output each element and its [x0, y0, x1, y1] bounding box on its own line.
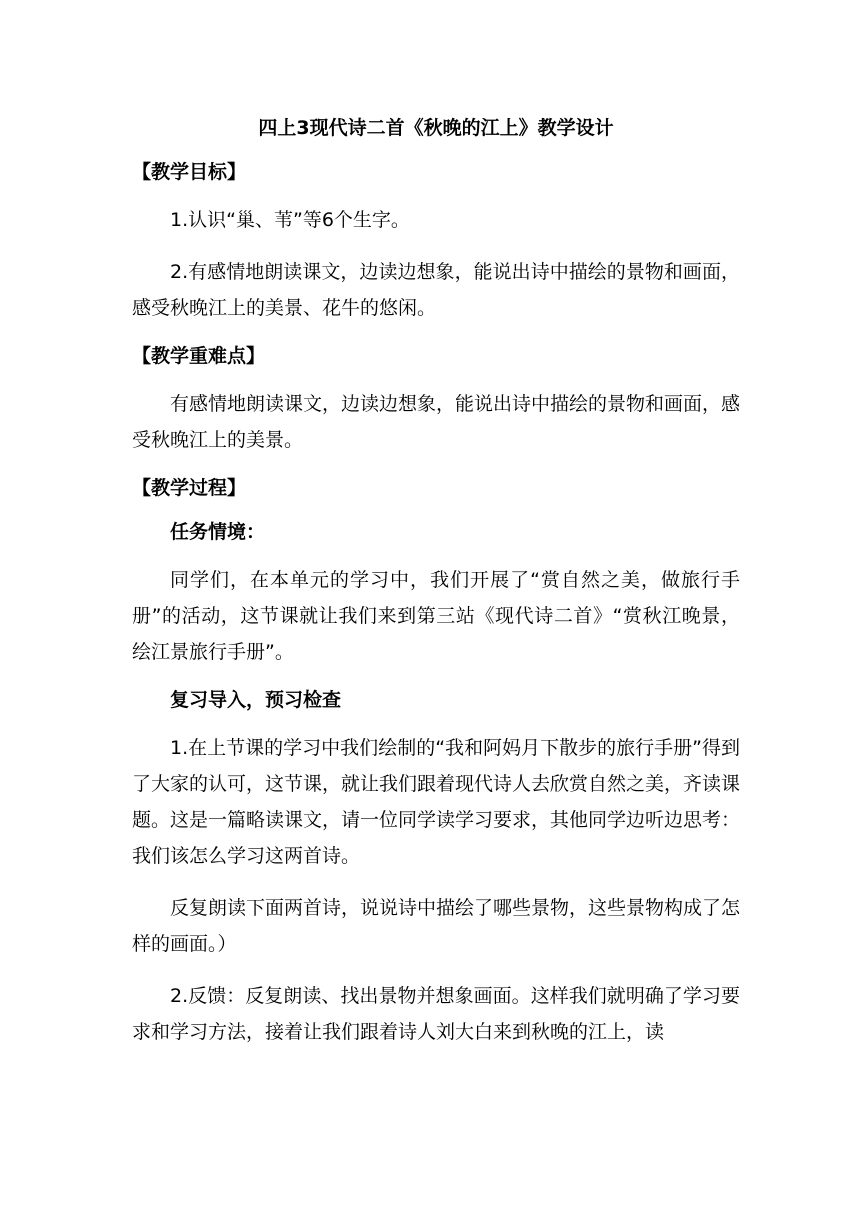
- difficulty-text: 有感情地朗读课文，边读边想象，能说出诗中描绘的景物和画面，感受秋晚江上的美景。: [132, 393, 741, 451]
- review-item-1: 1.在上节课的学习中我们绘制的“我和阿妈月下散步的旅行手册”得到了大家的认可，这节课，就让我们跟着现代诗人去欣赏自然之美，齐读课题。这是一篇略读课文，请一位同学读学习要求，其他同学边听边思考：我们该怎么学习这两首诗。: [132, 737, 741, 867]
- task-text: 同学们，在本单元的学习中，我们开展了“赏自然之美，做旅行手册”的活动，这节课就让我们来到第三站《现代诗二首》“赏秋江晚景，绘江景旅行手册”。: [132, 569, 740, 663]
- document-title: 四上3现代诗二首《秋晚的江上》教学设计: [258, 117, 614, 139]
- review-item-2: 2.反馈：反复朗读、找出景物并想象画面。这样我们就明确了学习要求和学习方法，接着让我们跟着诗人刘大白来到秋晚的江上，读: [132, 985, 740, 1043]
- goal-item-1: 1.认识“巢、苇”等6个生字。: [170, 209, 410, 231]
- section-heading-goals: 【教学目标】: [132, 161, 247, 183]
- section-heading-difficulty: 【教学重难点】: [132, 345, 266, 367]
- goal-item-2: 2.有感情地朗读课文，边读边想象，能说出诗中描绘的景物和画面，感受秋晚江上的美景、花牛的悠闲。: [132, 261, 740, 319]
- section-heading-process: 【教学过程】: [132, 477, 247, 499]
- review-requirement: 反复朗读下面两首诗，说说诗中描绘了哪些景物，这些景物构成了怎样的画面。）: [132, 897, 741, 955]
- review-heading: 复习导入，预习检查: [170, 689, 342, 711]
- document-body: [132, 114, 740, 1066]
- task-heading: 任务情境：: [170, 521, 266, 543]
